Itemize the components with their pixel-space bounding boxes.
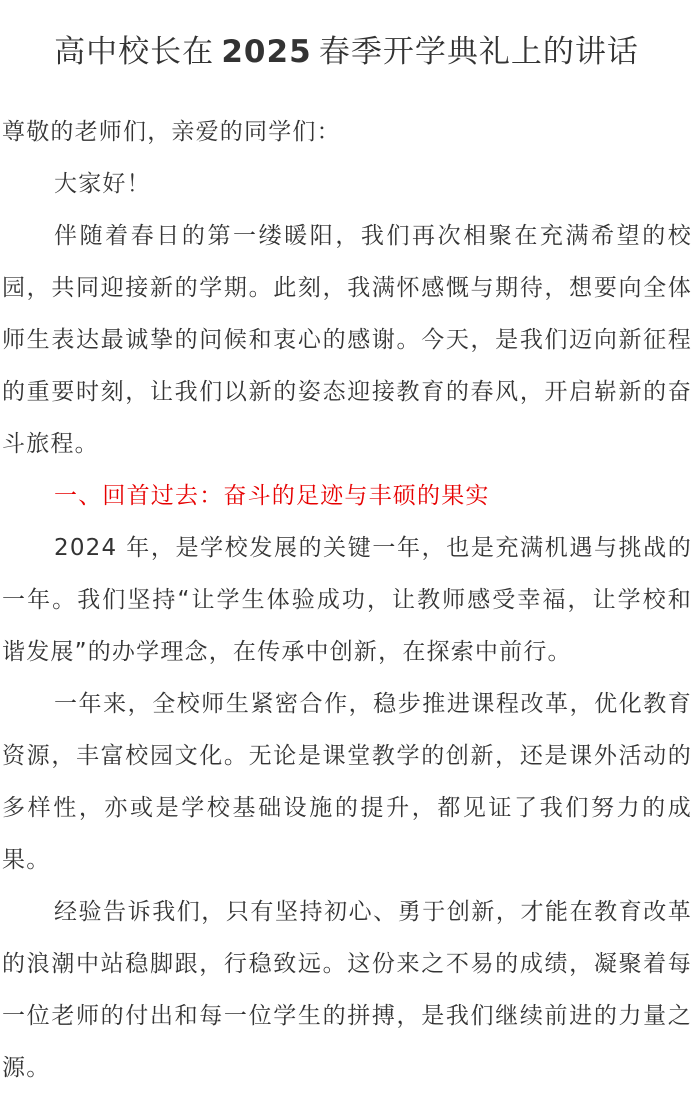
title-suffix: 春季开学典礼上的讲话	[318, 34, 639, 70]
speech-body	[2, 106, 692, 1094]
paragraph-intro: 伴随着春日的第一缕暖阳，我们再次相聚在充满希望的校园，共同迎接新的学期。此刻，我满怀感慨与期待，想要向全体师生表达最诚挚的问候和衷心的感谢。今天，是我们迈向新征程的重要时刻，让我们以新的姿态迎接教育的春风，开启崭新的奋斗旅程。	[2, 223, 692, 457]
title-prefix: 高中校长在	[54, 34, 215, 70]
salutation: 尊敬的老师们，亲爱的同学们：	[2, 119, 341, 145]
title-year: 2025	[221, 34, 312, 70]
speech-title	[0, 30, 693, 74]
paragraph-review-3: 经验告诉我们，只有坚持初心、勇于创新，才能在教育改革的浪潮中站稳脚跟，行稳致远。这份来之不易的成绩，凝聚着每一位老师的付出和每一位学生的拼搏，是我们继续前进的力量之源。	[2, 899, 692, 1081]
greeting: 大家好！	[54, 171, 151, 197]
paragraph-review-2: 一年来，全校师生紧密合作，稳步推进课程改革，优化教育资源，丰富校园文化。无论是课堂教学的创新，还是课外活动的多样性，亦或是学校基础设施的提升，都见证了我们努力的成果。	[2, 691, 692, 873]
section-heading: 一、回首过去：奋斗的足迹与丰硕的果实	[54, 483, 490, 509]
paragraph-review-1: 2024 年，是学校发展的关键一年，也是充满机遇与挑战的一年。我们坚持“让学生体验成功，让教师感受幸福，让学校和谐发展”的办学理念，在传承中创新，在探索中前行。	[2, 535, 692, 665]
